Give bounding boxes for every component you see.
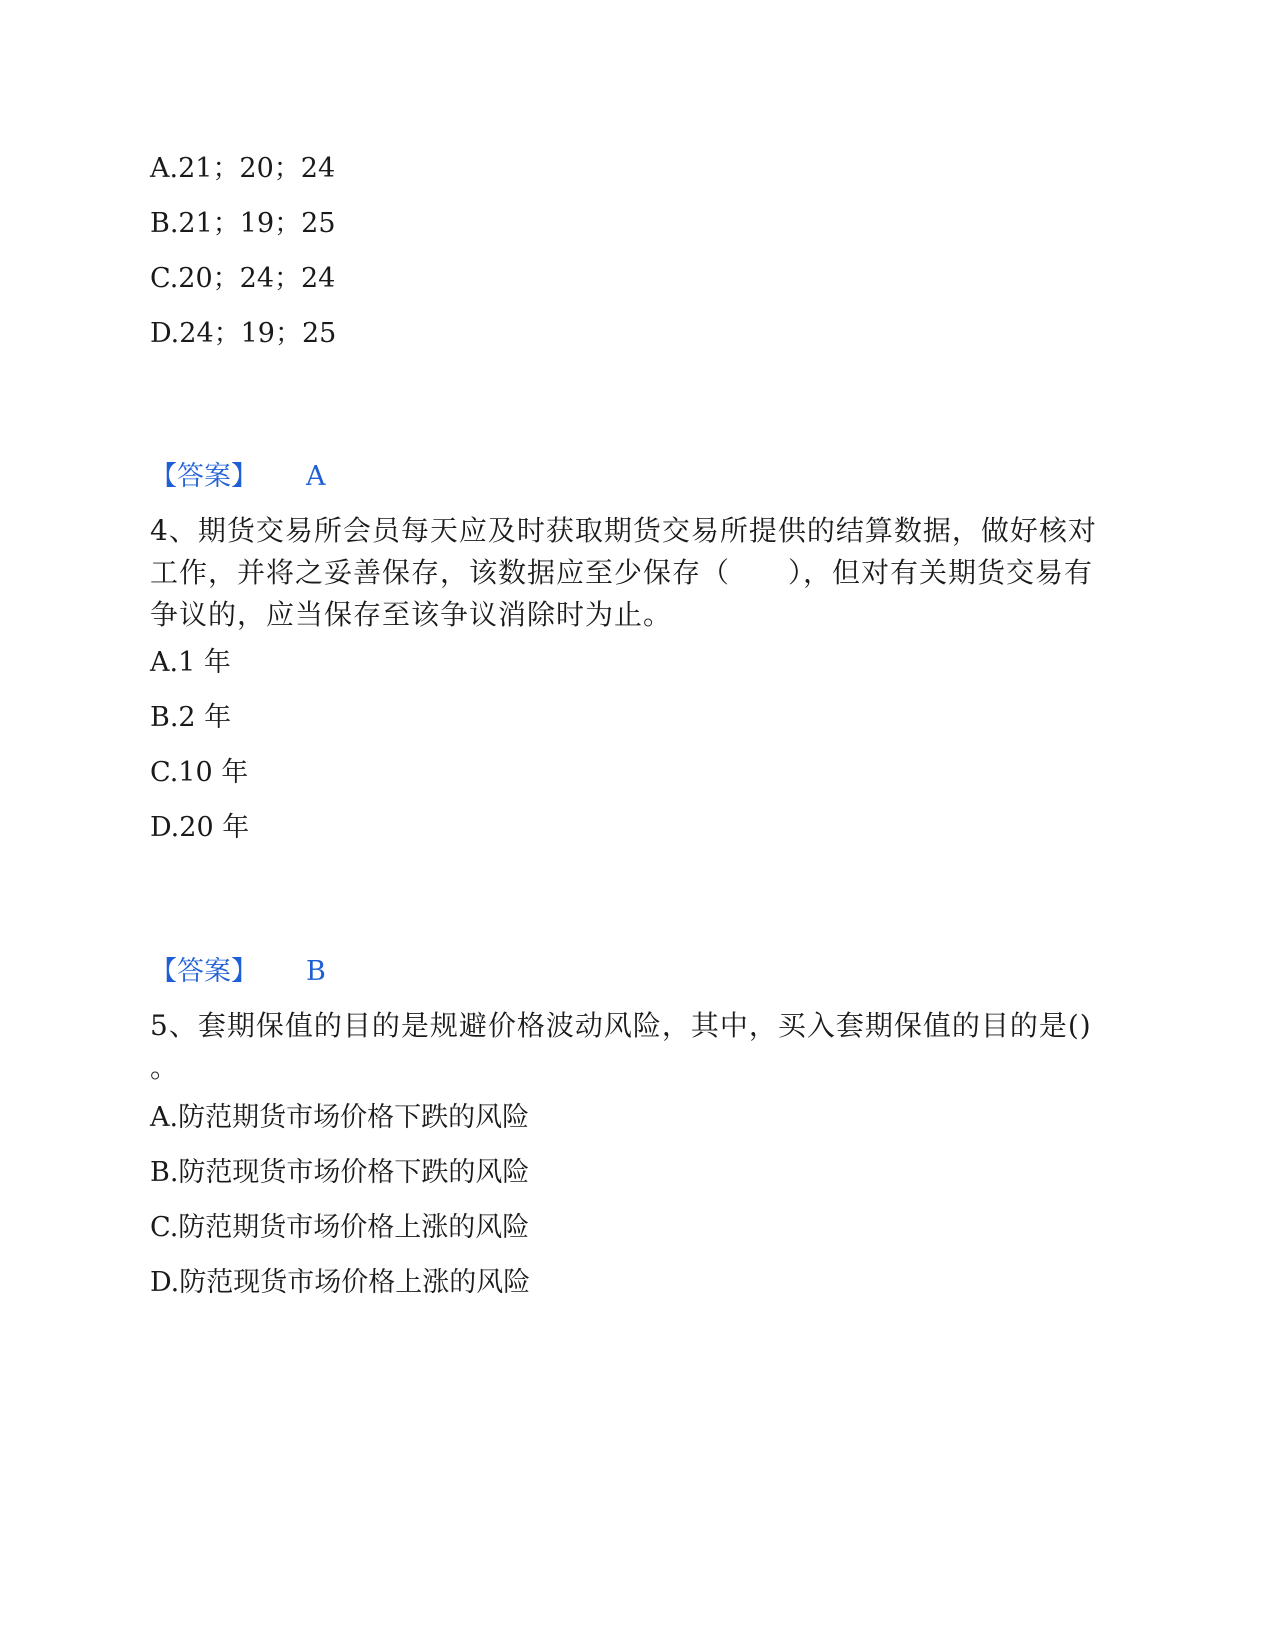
q3-option-c: C.20；24；24 [150,263,336,294]
q3-option-a: A.21；20；24 [150,153,336,184]
q4-option-c: C.10 年 [150,757,249,788]
q5-option-b: B.防范现货市场价格下跌的风险 [150,1157,530,1188]
answer-label: 【答案】 [150,461,258,492]
q3-option-b: B.21；19；25 [150,208,336,239]
q4-question [150,510,1110,636]
q4-text-line: 争议的，应当保存至该争议消除时为止。 [150,598,673,631]
answer-value: A [306,461,326,492]
answer-label: 【答案】 [150,956,258,987]
answer-value: B [306,956,326,987]
q5-option-c: C.防范期货市场价格上涨的风险 [150,1212,530,1243]
q4-text-line: 工作，并将之妥善保存，该数据应至少保存（ ），但对有关期货交易有 [150,556,1094,589]
q4-answer [150,955,326,989]
q5-text-line: 5、套期保值的目的是规避价格波动风险，其中，买入套期保值的目的是() [150,1009,1092,1042]
q3-answer [150,460,326,494]
q5-option-a: A.防范期货市场价格下跌的风险 [150,1102,530,1133]
q4-option-b: B.2 年 [150,702,232,733]
q5-question [150,1005,1110,1089]
q3-option-d: D.24；19；25 [150,318,337,349]
q5-text-line: 。 [150,1051,180,1084]
q5-option-d: D.防范现货市场价格上涨的风险 [150,1267,531,1298]
q4-option-d: D.20 年 [150,812,250,843]
q4-text-line: 4、期货交易所会员每天应及时获取期货交易所提供的结算数据，做好核对 [150,514,1097,547]
q4-option-a: A.1 年 [150,647,231,678]
